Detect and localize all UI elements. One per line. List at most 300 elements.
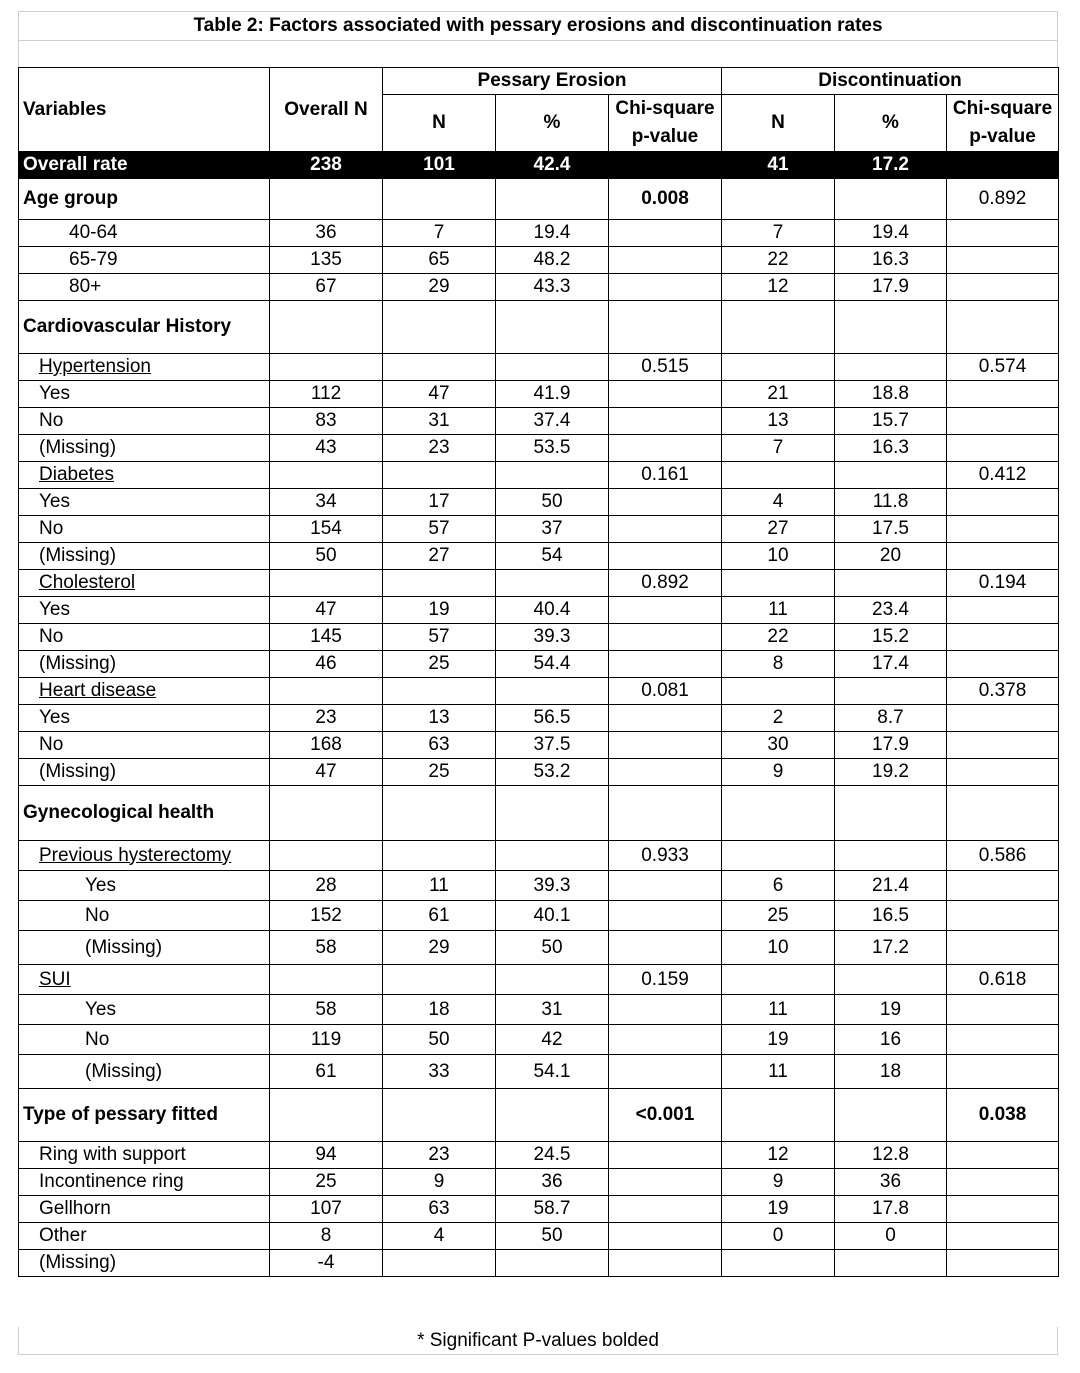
row-erosion-chi	[609, 597, 722, 624]
row-label: Ring with support	[19, 1142, 270, 1169]
row-label	[19, 678, 270, 705]
row-overall-n: 83	[270, 408, 383, 435]
row-erosion-chi	[609, 759, 722, 786]
row-discontinuation-chi	[947, 381, 1059, 408]
row-erosion-n: 27	[383, 543, 496, 570]
row-overall-n: 135	[270, 247, 383, 274]
row-erosion-pct: 24.5	[496, 1142, 609, 1169]
row-discontinuation-pct: 11.8	[835, 489, 947, 516]
row-discontinuation-n: 27	[722, 516, 835, 543]
row-overall-n: 25	[270, 1169, 383, 1196]
row-label: (Missing)	[19, 931, 270, 965]
table-row	[19, 1055, 1059, 1089]
row-overall-n	[270, 786, 383, 841]
table-row	[19, 543, 1059, 570]
row-discontinuation-chi	[947, 247, 1059, 274]
row-discontinuation-chi: 0.038	[947, 1089, 1059, 1142]
row-discontinuation-chi	[947, 597, 1059, 624]
row-discontinuation-chi	[947, 786, 1059, 841]
row-discontinuation-n	[722, 1250, 835, 1277]
overall-rate-row	[19, 152, 1059, 179]
row-erosion-chi	[609, 1250, 722, 1277]
row-overall-n: 28	[270, 871, 383, 901]
table-row	[19, 570, 1059, 597]
row-erosion-pct: 54.4	[496, 651, 609, 678]
row-discontinuation-n: 0	[722, 1223, 835, 1250]
overall-discontinuation-n: 41	[722, 152, 835, 179]
row-overall-n	[270, 462, 383, 489]
row-erosion-n: 61	[383, 901, 496, 931]
row-discontinuation-pct: 19.4	[835, 220, 947, 247]
row-discontinuation-n: 9	[722, 1169, 835, 1196]
table-row	[19, 965, 1059, 995]
table-row	[19, 179, 1059, 220]
row-label: Gynecological health	[19, 786, 270, 841]
row-erosion-pct: 37	[496, 516, 609, 543]
overall-erosion-n: 101	[383, 152, 496, 179]
row-discontinuation-n: 22	[722, 624, 835, 651]
overall-discontinuation-chi	[947, 152, 1059, 179]
row-discontinuation-n: 13	[722, 408, 835, 435]
row-erosion-n: 29	[383, 931, 496, 965]
row-erosion-n	[383, 301, 496, 354]
row-discontinuation-pct: 19	[835, 995, 947, 1025]
row-overall-n: 23	[270, 705, 383, 732]
footnote-cell	[18, 1327, 1058, 1355]
row-discontinuation-n: 6	[722, 871, 835, 901]
row-erosion-n: 57	[383, 624, 496, 651]
row-erosion-pct	[496, 1089, 609, 1142]
row-discontinuation-n: 9	[722, 759, 835, 786]
row-erosion-n	[383, 786, 496, 841]
row-discontinuation-pct: 19.2	[835, 759, 947, 786]
row-erosion-pct: 41.9	[496, 381, 609, 408]
row-erosion-chi	[609, 1223, 722, 1250]
row-erosion-chi	[609, 1169, 722, 1196]
table-row	[19, 651, 1059, 678]
row-discontinuation-chi	[947, 1250, 1059, 1277]
row-erosion-chi	[609, 651, 722, 678]
row-overall-n: 8	[270, 1223, 383, 1250]
row-label: Cardiovascular History	[19, 301, 270, 354]
row-overall-n: 47	[270, 597, 383, 624]
row-discontinuation-pct	[835, 786, 947, 841]
row-discontinuation-chi	[947, 1142, 1059, 1169]
table-row	[19, 408, 1059, 435]
table-row	[19, 247, 1059, 274]
row-erosion-n: 9	[383, 1169, 496, 1196]
row-label: (Missing)	[19, 1055, 270, 1089]
row-erosion-n: 31	[383, 408, 496, 435]
row-label: (Missing)	[19, 1250, 270, 1277]
row-overall-n: 107	[270, 1196, 383, 1223]
row-erosion-chi	[609, 1025, 722, 1055]
row-discontinuation-pct: 16.3	[835, 435, 947, 462]
row-discontinuation-pct: 17.8	[835, 1196, 947, 1223]
row-discontinuation-n	[722, 786, 835, 841]
header-overall-n: Overall N	[270, 68, 383, 152]
header-erosion-n: N	[383, 95, 496, 152]
row-discontinuation-n: 19	[722, 1196, 835, 1223]
table-row	[19, 489, 1059, 516]
row-discontinuation-n	[722, 570, 835, 597]
row-overall-n: 112	[270, 381, 383, 408]
row-label: Age group	[19, 179, 270, 220]
results-table	[18, 67, 1059, 1277]
table-row	[19, 841, 1059, 871]
table-row	[19, 1250, 1059, 1277]
row-discontinuation-chi	[947, 931, 1059, 965]
row-erosion-pct	[496, 965, 609, 995]
row-discontinuation-n: 12	[722, 274, 835, 301]
row-discontinuation-chi	[947, 732, 1059, 759]
row-overall-n	[270, 570, 383, 597]
row-erosion-n: 63	[383, 1196, 496, 1223]
header-group-row	[19, 68, 1059, 95]
row-discontinuation-chi: 0.574	[947, 354, 1059, 381]
row-discontinuation-chi: 0.618	[947, 965, 1059, 995]
row-label: No	[19, 901, 270, 931]
row-label-text: Diabetes	[39, 464, 114, 485]
overall-label: Overall rate	[19, 152, 270, 179]
row-erosion-chi	[609, 516, 722, 543]
row-discontinuation-n: 30	[722, 732, 835, 759]
row-discontinuation-chi	[947, 1055, 1059, 1089]
table-row	[19, 931, 1059, 965]
row-discontinuation-pct: 12.8	[835, 1142, 947, 1169]
row-discontinuation-pct: 17.2	[835, 931, 947, 965]
row-discontinuation-chi	[947, 516, 1059, 543]
row-label: (Missing)	[19, 435, 270, 462]
row-discontinuation-n	[722, 678, 835, 705]
row-erosion-chi	[609, 489, 722, 516]
row-erosion-chi	[609, 732, 722, 759]
table-row	[19, 1142, 1059, 1169]
row-erosion-pct: 56.5	[496, 705, 609, 732]
row-erosion-pct: 48.2	[496, 247, 609, 274]
row-label: 40-64	[19, 220, 270, 247]
row-discontinuation-chi	[947, 651, 1059, 678]
row-discontinuation-n: 7	[722, 435, 835, 462]
table-row	[19, 462, 1059, 489]
row-erosion-pct	[496, 179, 609, 220]
row-erosion-n: 13	[383, 705, 496, 732]
row-erosion-chi	[609, 1055, 722, 1089]
row-label	[19, 462, 270, 489]
header-discontinuation-n: N	[722, 95, 835, 152]
row-erosion-chi: 0.515	[609, 354, 722, 381]
row-discontinuation-chi	[947, 301, 1059, 354]
row-label: Type of pessary fitted	[19, 1089, 270, 1142]
row-overall-n	[270, 301, 383, 354]
row-discontinuation-n: 21	[722, 381, 835, 408]
row-overall-n: 36	[270, 220, 383, 247]
row-overall-n: 119	[270, 1025, 383, 1055]
row-label: Yes	[19, 871, 270, 901]
row-label-text: SUI	[39, 968, 71, 990]
row-discontinuation-pct: 20	[835, 543, 947, 570]
row-discontinuation-chi: 0.892	[947, 179, 1059, 220]
row-overall-n	[270, 841, 383, 871]
row-erosion-n	[383, 462, 496, 489]
header-erosion-chi: Chi-square p-value	[609, 95, 722, 152]
row-erosion-pct: 58.7	[496, 1196, 609, 1223]
row-erosion-chi	[609, 435, 722, 462]
row-erosion-n: 33	[383, 1055, 496, 1089]
row-erosion-pct	[496, 1250, 609, 1277]
row-erosion-pct: 42	[496, 1025, 609, 1055]
row-erosion-pct: 43.3	[496, 274, 609, 301]
row-overall-n	[270, 678, 383, 705]
row-label	[19, 841, 270, 871]
row-overall-n	[270, 179, 383, 220]
table-row	[19, 597, 1059, 624]
row-overall-n: 58	[270, 995, 383, 1025]
row-erosion-pct: 40.1	[496, 901, 609, 931]
row-erosion-n	[383, 965, 496, 995]
row-erosion-n: 25	[383, 651, 496, 678]
row-erosion-pct	[496, 301, 609, 354]
row-label: Yes	[19, 597, 270, 624]
table-row	[19, 995, 1059, 1025]
row-erosion-n: 63	[383, 732, 496, 759]
row-label: No	[19, 516, 270, 543]
row-overall-n: 61	[270, 1055, 383, 1089]
row-erosion-n	[383, 179, 496, 220]
row-erosion-chi: 0.161	[609, 462, 722, 489]
row-label: Yes	[19, 489, 270, 516]
row-erosion-chi	[609, 901, 722, 931]
row-overall-n: 94	[270, 1142, 383, 1169]
row-erosion-n	[383, 1089, 496, 1142]
row-label: (Missing)	[19, 651, 270, 678]
row-overall-n	[270, 1089, 383, 1142]
row-erosion-pct: 39.3	[496, 624, 609, 651]
row-erosion-pct: 40.4	[496, 597, 609, 624]
row-erosion-n: 23	[383, 435, 496, 462]
row-erosion-pct: 50	[496, 489, 609, 516]
row-erosion-chi	[609, 931, 722, 965]
footnote: * Significant P-values bolded	[417, 1329, 659, 1351]
row-overall-n: 46	[270, 651, 383, 678]
row-erosion-chi	[609, 786, 722, 841]
row-erosion-chi: 0.081	[609, 678, 722, 705]
row-label: 65-79	[19, 247, 270, 274]
row-erosion-pct	[496, 570, 609, 597]
row-erosion-chi: 0.159	[609, 965, 722, 995]
row-overall-n: 152	[270, 901, 383, 931]
row-overall-n: 168	[270, 732, 383, 759]
row-erosion-chi	[609, 871, 722, 901]
row-erosion-n: 7	[383, 220, 496, 247]
row-discontinuation-chi	[947, 1223, 1059, 1250]
row-discontinuation-pct: 8.7	[835, 705, 947, 732]
row-overall-n: 50	[270, 543, 383, 570]
table-row	[19, 354, 1059, 381]
row-erosion-chi: 0.008	[609, 179, 722, 220]
row-discontinuation-chi	[947, 759, 1059, 786]
row-discontinuation-n: 7	[722, 220, 835, 247]
row-discontinuation-n: 12	[722, 1142, 835, 1169]
row-erosion-chi	[609, 705, 722, 732]
blank-row	[18, 41, 1058, 68]
row-erosion-pct: 37.4	[496, 408, 609, 435]
row-overall-n	[270, 965, 383, 995]
row-erosion-n	[383, 841, 496, 871]
row-label: 80+	[19, 274, 270, 301]
row-discontinuation-chi	[947, 995, 1059, 1025]
row-erosion-n: 23	[383, 1142, 496, 1169]
row-erosion-pct: 31	[496, 995, 609, 1025]
row-discontinuation-chi	[947, 705, 1059, 732]
row-erosion-n: 47	[383, 381, 496, 408]
row-label: Yes	[19, 995, 270, 1025]
row-erosion-pct: 36	[496, 1169, 609, 1196]
row-discontinuation-n	[722, 1089, 835, 1142]
row-discontinuation-pct	[835, 354, 947, 381]
row-label-text: Hypertension	[39, 356, 151, 377]
row-discontinuation-n: 11	[722, 1055, 835, 1089]
row-erosion-pct: 50	[496, 931, 609, 965]
row-label: No	[19, 624, 270, 651]
overall-n: 238	[270, 152, 383, 179]
header-pessary-erosion: Pessary Erosion	[383, 68, 722, 95]
row-label-text: Cholesterol	[39, 572, 136, 593]
row-erosion-pct: 37.5	[496, 732, 609, 759]
row-discontinuation-pct	[835, 301, 947, 354]
row-label-text: Previous hysterectomy	[39, 844, 232, 866]
row-discontinuation-chi	[947, 274, 1059, 301]
table-row	[19, 705, 1059, 732]
row-overall-n: 43	[270, 435, 383, 462]
row-discontinuation-pct: 21.4	[835, 871, 947, 901]
table-row	[19, 678, 1059, 705]
header-variables: Variables	[19, 68, 270, 152]
row-erosion-n	[383, 354, 496, 381]
row-discontinuation-pct: 0	[835, 1223, 947, 1250]
row-erosion-pct	[496, 841, 609, 871]
row-label	[19, 965, 270, 995]
row-discontinuation-pct	[835, 179, 947, 220]
row-discontinuation-chi: 0.194	[947, 570, 1059, 597]
row-discontinuation-chi: 0.378	[947, 678, 1059, 705]
row-discontinuation-n: 10	[722, 543, 835, 570]
row-erosion-chi	[609, 247, 722, 274]
row-discontinuation-chi: 0.586	[947, 841, 1059, 871]
row-discontinuation-n	[722, 354, 835, 381]
row-discontinuation-pct: 15.7	[835, 408, 947, 435]
row-label: No	[19, 408, 270, 435]
row-erosion-n: 11	[383, 871, 496, 901]
row-discontinuation-chi	[947, 435, 1059, 462]
row-discontinuation-n: 11	[722, 597, 835, 624]
row-overall-n: 34	[270, 489, 383, 516]
table-row	[19, 1025, 1059, 1055]
row-overall-n: 145	[270, 624, 383, 651]
row-discontinuation-n: 19	[722, 1025, 835, 1055]
row-discontinuation-chi	[947, 624, 1059, 651]
row-overall-n	[270, 354, 383, 381]
row-discontinuation-pct: 16.5	[835, 901, 947, 931]
row-discontinuation-pct	[835, 570, 947, 597]
row-overall-n: 154	[270, 516, 383, 543]
row-overall-n: 58	[270, 931, 383, 965]
row-discontinuation-n: 11	[722, 995, 835, 1025]
row-overall-n: -4	[270, 1250, 383, 1277]
row-discontinuation-n: 8	[722, 651, 835, 678]
row-erosion-pct	[496, 462, 609, 489]
row-erosion-n: 65	[383, 247, 496, 274]
row-erosion-n	[383, 1250, 496, 1277]
row-erosion-chi: <0.001	[609, 1089, 722, 1142]
row-label: Yes	[19, 705, 270, 732]
row-erosion-n	[383, 678, 496, 705]
row-discontinuation-pct	[835, 462, 947, 489]
row-discontinuation-chi	[947, 220, 1059, 247]
table-row	[19, 435, 1059, 462]
table-row	[19, 1169, 1059, 1196]
table-row	[19, 301, 1059, 354]
table-title-cell	[18, 11, 1058, 41]
row-discontinuation-pct: 16.3	[835, 247, 947, 274]
table-row	[19, 786, 1059, 841]
row-overall-n: 67	[270, 274, 383, 301]
row-erosion-n: 18	[383, 995, 496, 1025]
row-erosion-chi	[609, 543, 722, 570]
row-erosion-chi	[609, 624, 722, 651]
row-discontinuation-pct	[835, 678, 947, 705]
row-erosion-pct: 54.1	[496, 1055, 609, 1089]
table-row	[19, 1089, 1059, 1142]
row-erosion-pct	[496, 678, 609, 705]
table-row	[19, 220, 1059, 247]
header-discontinuation-pct: %	[835, 95, 947, 152]
row-discontinuation-pct	[835, 965, 947, 995]
row-discontinuation-pct: 17.4	[835, 651, 947, 678]
row-discontinuation-pct	[835, 1250, 947, 1277]
row-discontinuation-chi	[947, 1169, 1059, 1196]
overall-erosion-chi	[609, 152, 722, 179]
row-discontinuation-chi	[947, 871, 1059, 901]
row-erosion-pct	[496, 786, 609, 841]
row-discontinuation-n: 10	[722, 931, 835, 965]
row-discontinuation-pct: 17.9	[835, 732, 947, 759]
row-erosion-pct: 54	[496, 543, 609, 570]
row-label	[19, 570, 270, 597]
row-label: No	[19, 732, 270, 759]
row-label: Yes	[19, 381, 270, 408]
row-erosion-n: 57	[383, 516, 496, 543]
row-erosion-chi	[609, 220, 722, 247]
table-row	[19, 759, 1059, 786]
row-erosion-chi	[609, 1142, 722, 1169]
row-erosion-pct: 53.5	[496, 435, 609, 462]
header-discontinuation: Discontinuation	[722, 68, 1059, 95]
row-erosion-pct	[496, 354, 609, 381]
row-erosion-n: 4	[383, 1223, 496, 1250]
row-overall-n: 47	[270, 759, 383, 786]
row-discontinuation-pct: 16	[835, 1025, 947, 1055]
row-discontinuation-chi	[947, 901, 1059, 931]
row-label: Incontinence ring	[19, 1169, 270, 1196]
row-discontinuation-chi	[947, 1196, 1059, 1223]
row-discontinuation-pct	[835, 1089, 947, 1142]
row-label: No	[19, 1025, 270, 1055]
row-discontinuation-pct: 23.4	[835, 597, 947, 624]
table-row	[19, 381, 1059, 408]
row-discontinuation-chi	[947, 489, 1059, 516]
row-label: (Missing)	[19, 759, 270, 786]
